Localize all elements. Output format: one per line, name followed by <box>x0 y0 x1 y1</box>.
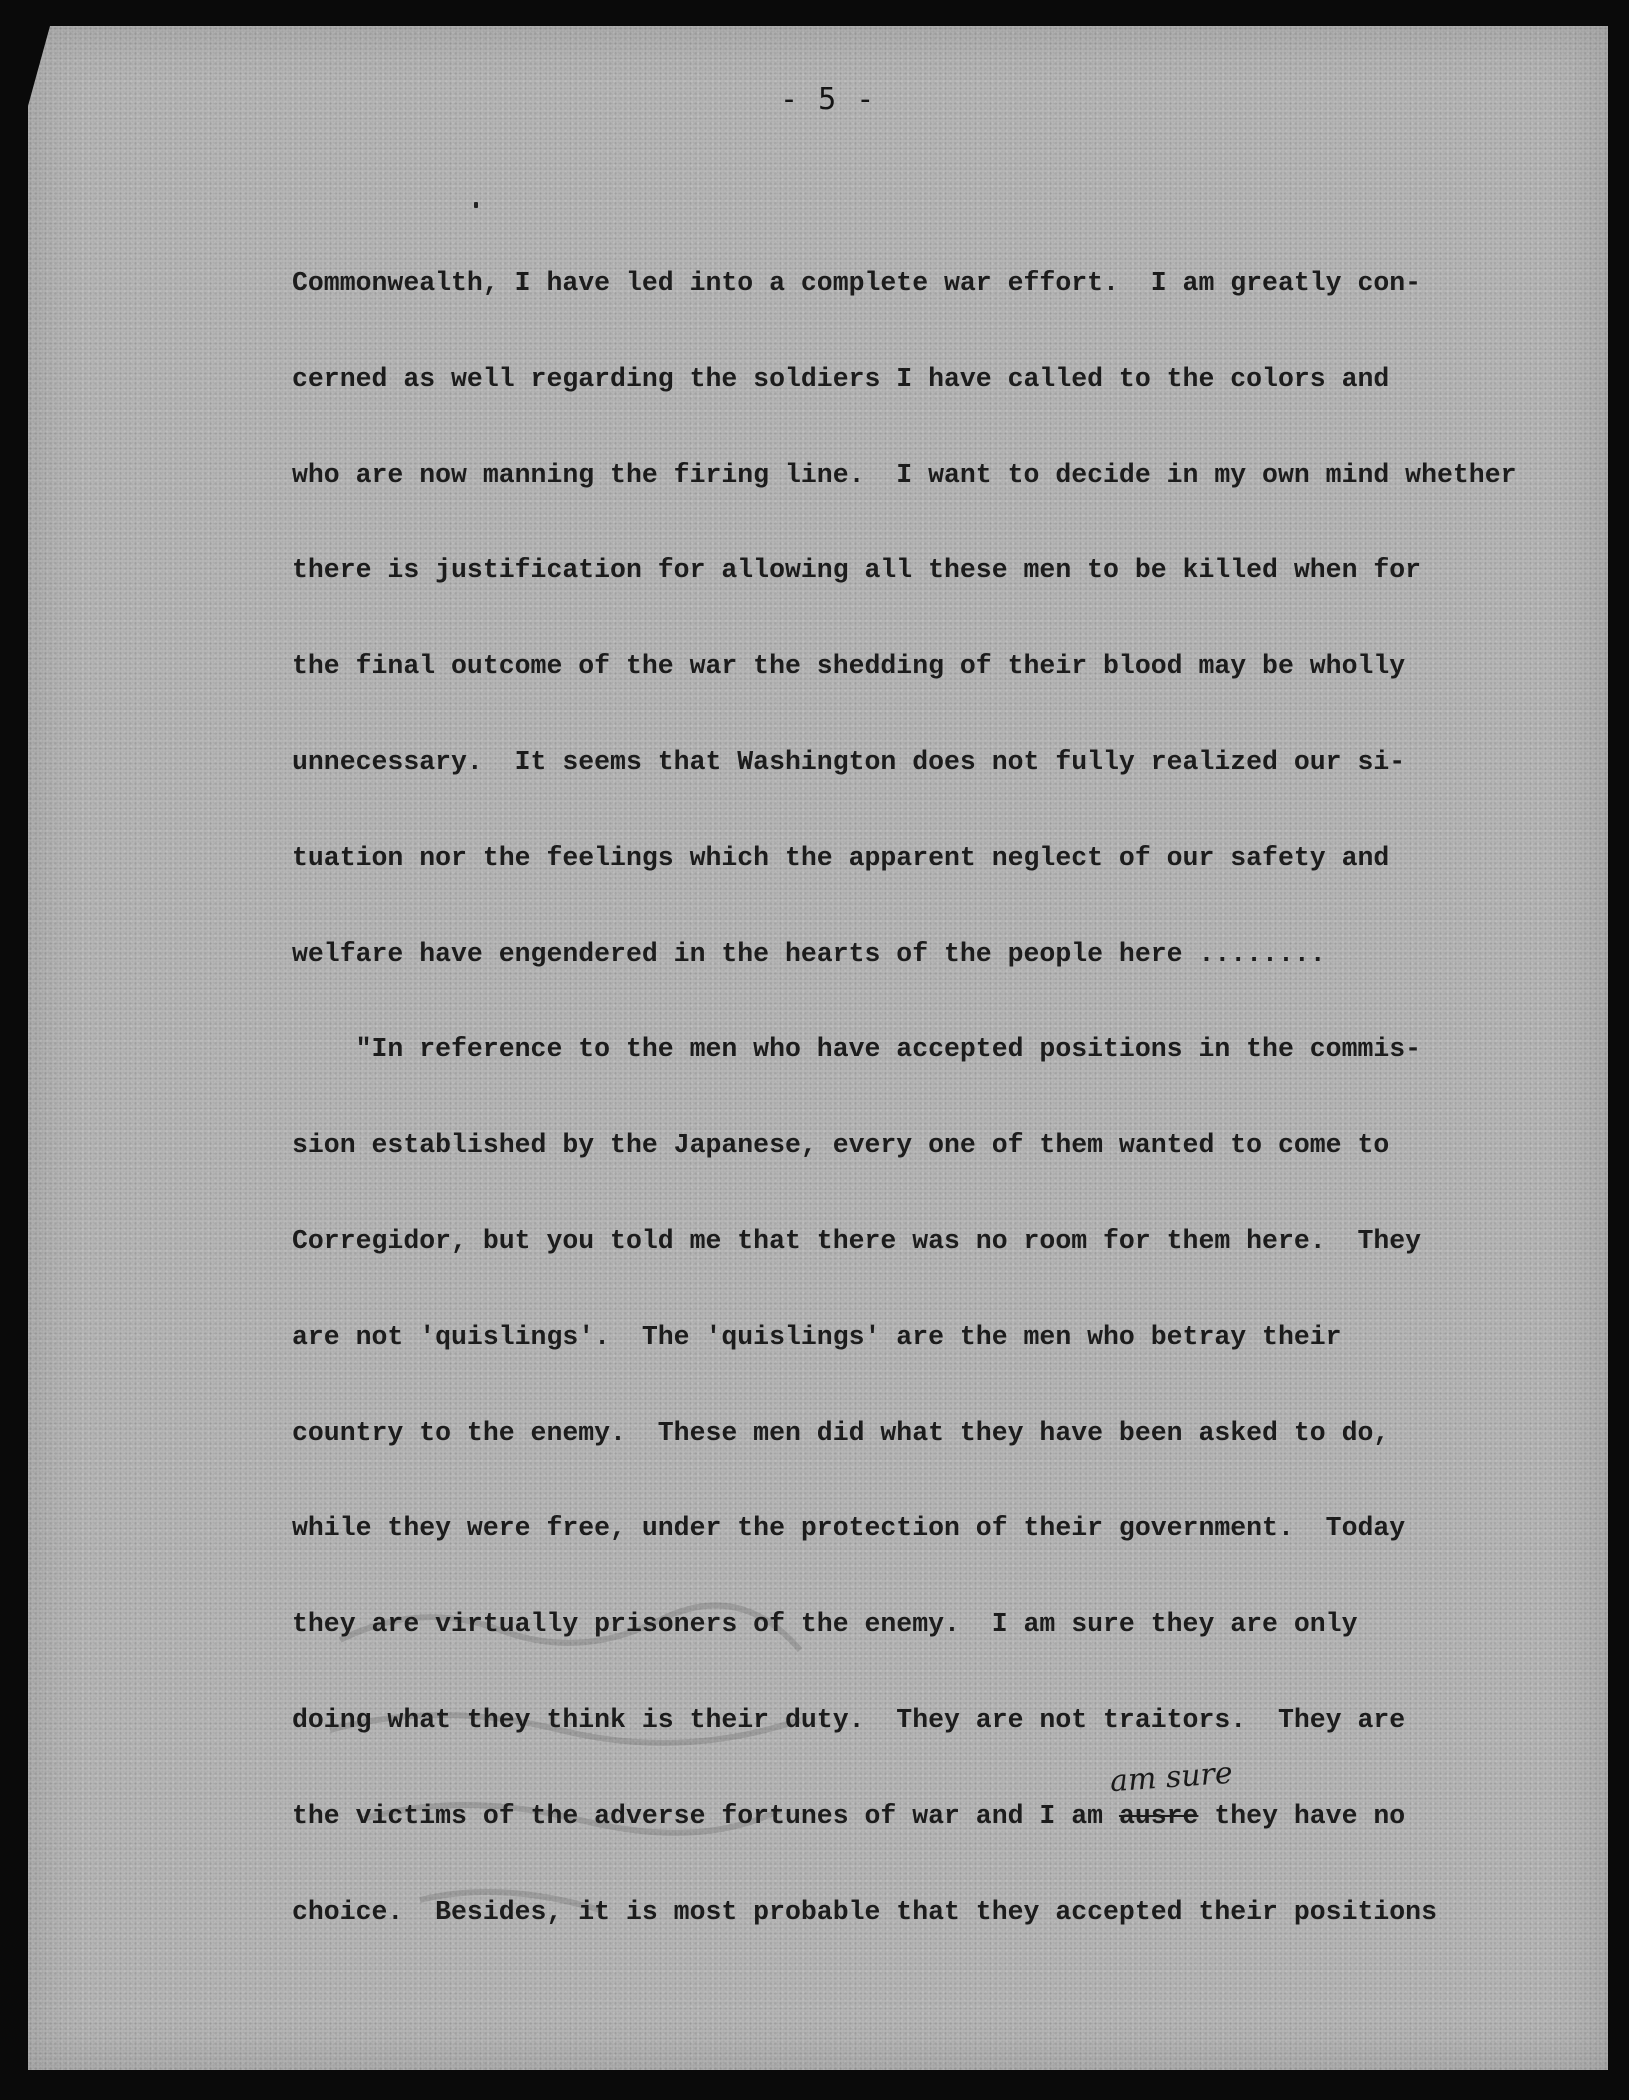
text-line: doing what they think is their duty. They are not traitors. They are <box>292 1705 1406 1735</box>
page-corner-fold <box>28 26 50 106</box>
text-line: Corregidor, but you told me that there was no room for them here. They <box>292 1226 1422 1256</box>
text-line: while they were free, under the protection of their government. Today <box>292 1513 1406 1544</box>
struck-out-word: ausre <box>1118 1800 1199 1831</box>
text-line: tuation nor the feelings which the apparent neglect of our safety and <box>292 842 1390 873</box>
text-line: there is justification for allowing all these men to be killed when for <box>292 555 1422 586</box>
text-line-with-correction <box>292 1801 1405 1831</box>
text-line: sion established by the Japanese, every one of them wanted to come to <box>292 1130 1390 1161</box>
text-line: country to the enemy. These men did what they have been asked to do, <box>292 1417 1390 1448</box>
text-line-final: choice. Besides, it is most probable that they accepted their positions <box>292 1896 1437 1927</box>
text-line: who are now manning the firing line. I want to decide in my own mind whether <box>292 459 1517 490</box>
stray-ink-mark <box>474 202 478 208</box>
text-line: are not 'quislings'. The 'quislings' are the men who betray their <box>292 1321 1342 1352</box>
page-number: - 5 - <box>780 82 876 117</box>
text-line: welfare have engendered in the hearts of the people here ........ <box>292 938 1326 969</box>
correction-text-before: the victims of the adverse fortunes of war and I am <box>292 1800 1119 1831</box>
handwritten-correction: am sure <box>1108 1755 1234 1800</box>
text-line: they are virtually prisoners of the enemy. I am sure they are only <box>292 1609 1358 1640</box>
text-line: unnecessary. It seems that Washington does not fully realized our si- <box>292 747 1406 777</box>
correction-text-after: they have no <box>1198 1800 1406 1831</box>
text-line: the final outcome of the war the shedding of their blood may be wholly <box>292 651 1406 682</box>
text-line: "In reference to the men who have accepted positions in the commis- <box>292 1034 1422 1065</box>
text-line: Commonwealth, I have led into a complete war effort. I am greatly con- <box>292 268 1422 298</box>
text-line: cerned as well regarding the soldiers I have called to the colors and <box>292 363 1390 394</box>
